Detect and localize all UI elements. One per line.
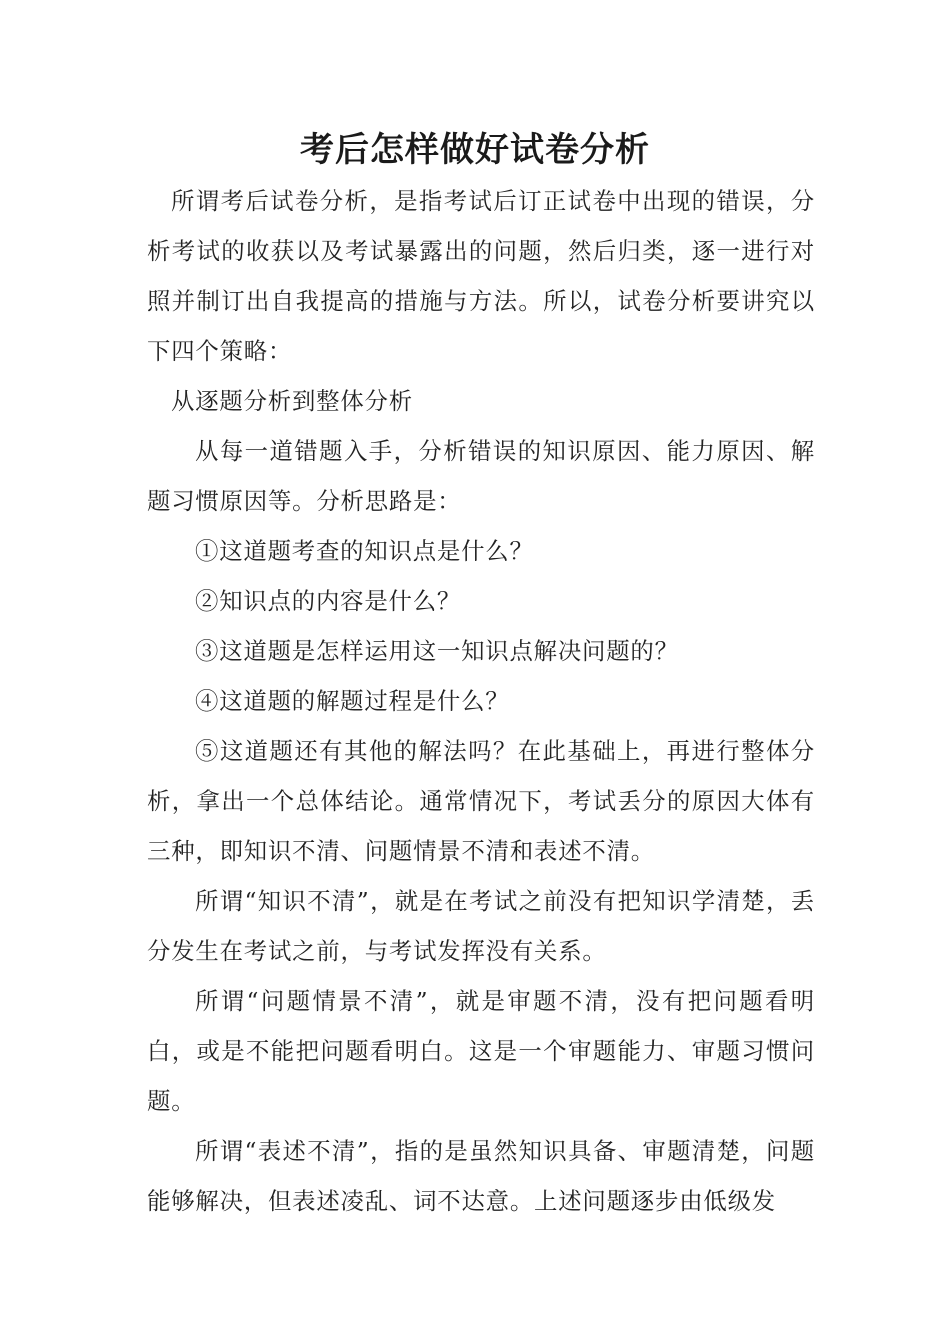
paragraph-analysis-approach: 从每一道错题入手，分析错误的知识原因、能力原因、解题习惯原因等。分析思路是： (147, 437, 815, 515)
list-item-question-1: ①这道题考查的知识点是什么？ (195, 537, 534, 565)
document-title: 考后怎样做好试卷分析 (300, 130, 650, 170)
paragraph-intro: 所谓考后试卷分析，是指考试后订正试卷中出现的错误，分析考试的收获以及考试暴露出的问题，然后归类，逐一进行对照并制订出自我提高的措施与方法。所以，试卷分析要讲究以下四个策略： (147, 187, 815, 365)
list-item-question-5: ⑤这道题还有其他的解法吗？在此基础上，再进行整体分析，拿出一个总体结论。通常情况下，考试丢分的原因大体有三种，即知识不清、问题情景不清和表述不清。 (147, 737, 815, 865)
list-item-question-2: ②知识点的内容是什么？ (195, 587, 462, 615)
list-item-question-4: ④这道题的解题过程是什么？ (195, 687, 510, 715)
paragraph-knowledge-unclear: 所谓“知识不清”，就是在考试之前没有把知识学清楚，丢分发生在考试之前，与考试发挥没有关系。 (147, 887, 815, 965)
section-heading: 从逐题分析到整体分析 (171, 387, 413, 415)
list-item-question-3: ③这道题是怎样运用这一知识点解决问题的？ (195, 637, 679, 665)
paragraph-context-unclear: 所谓“问题情景不清”，就是审题不清，没有把问题看明白，或是不能把问题看明白。这是一个审题能力、审题习惯问题。 (147, 987, 815, 1115)
paragraph-expression-unclear: 所谓“表述不清”，指的是虽然知识具备、审题清楚，问题能够解决，但表述凌乱、词不达意。上述问题逐步由低级发 (147, 1137, 815, 1215)
document-body (147, 176, 815, 1226)
